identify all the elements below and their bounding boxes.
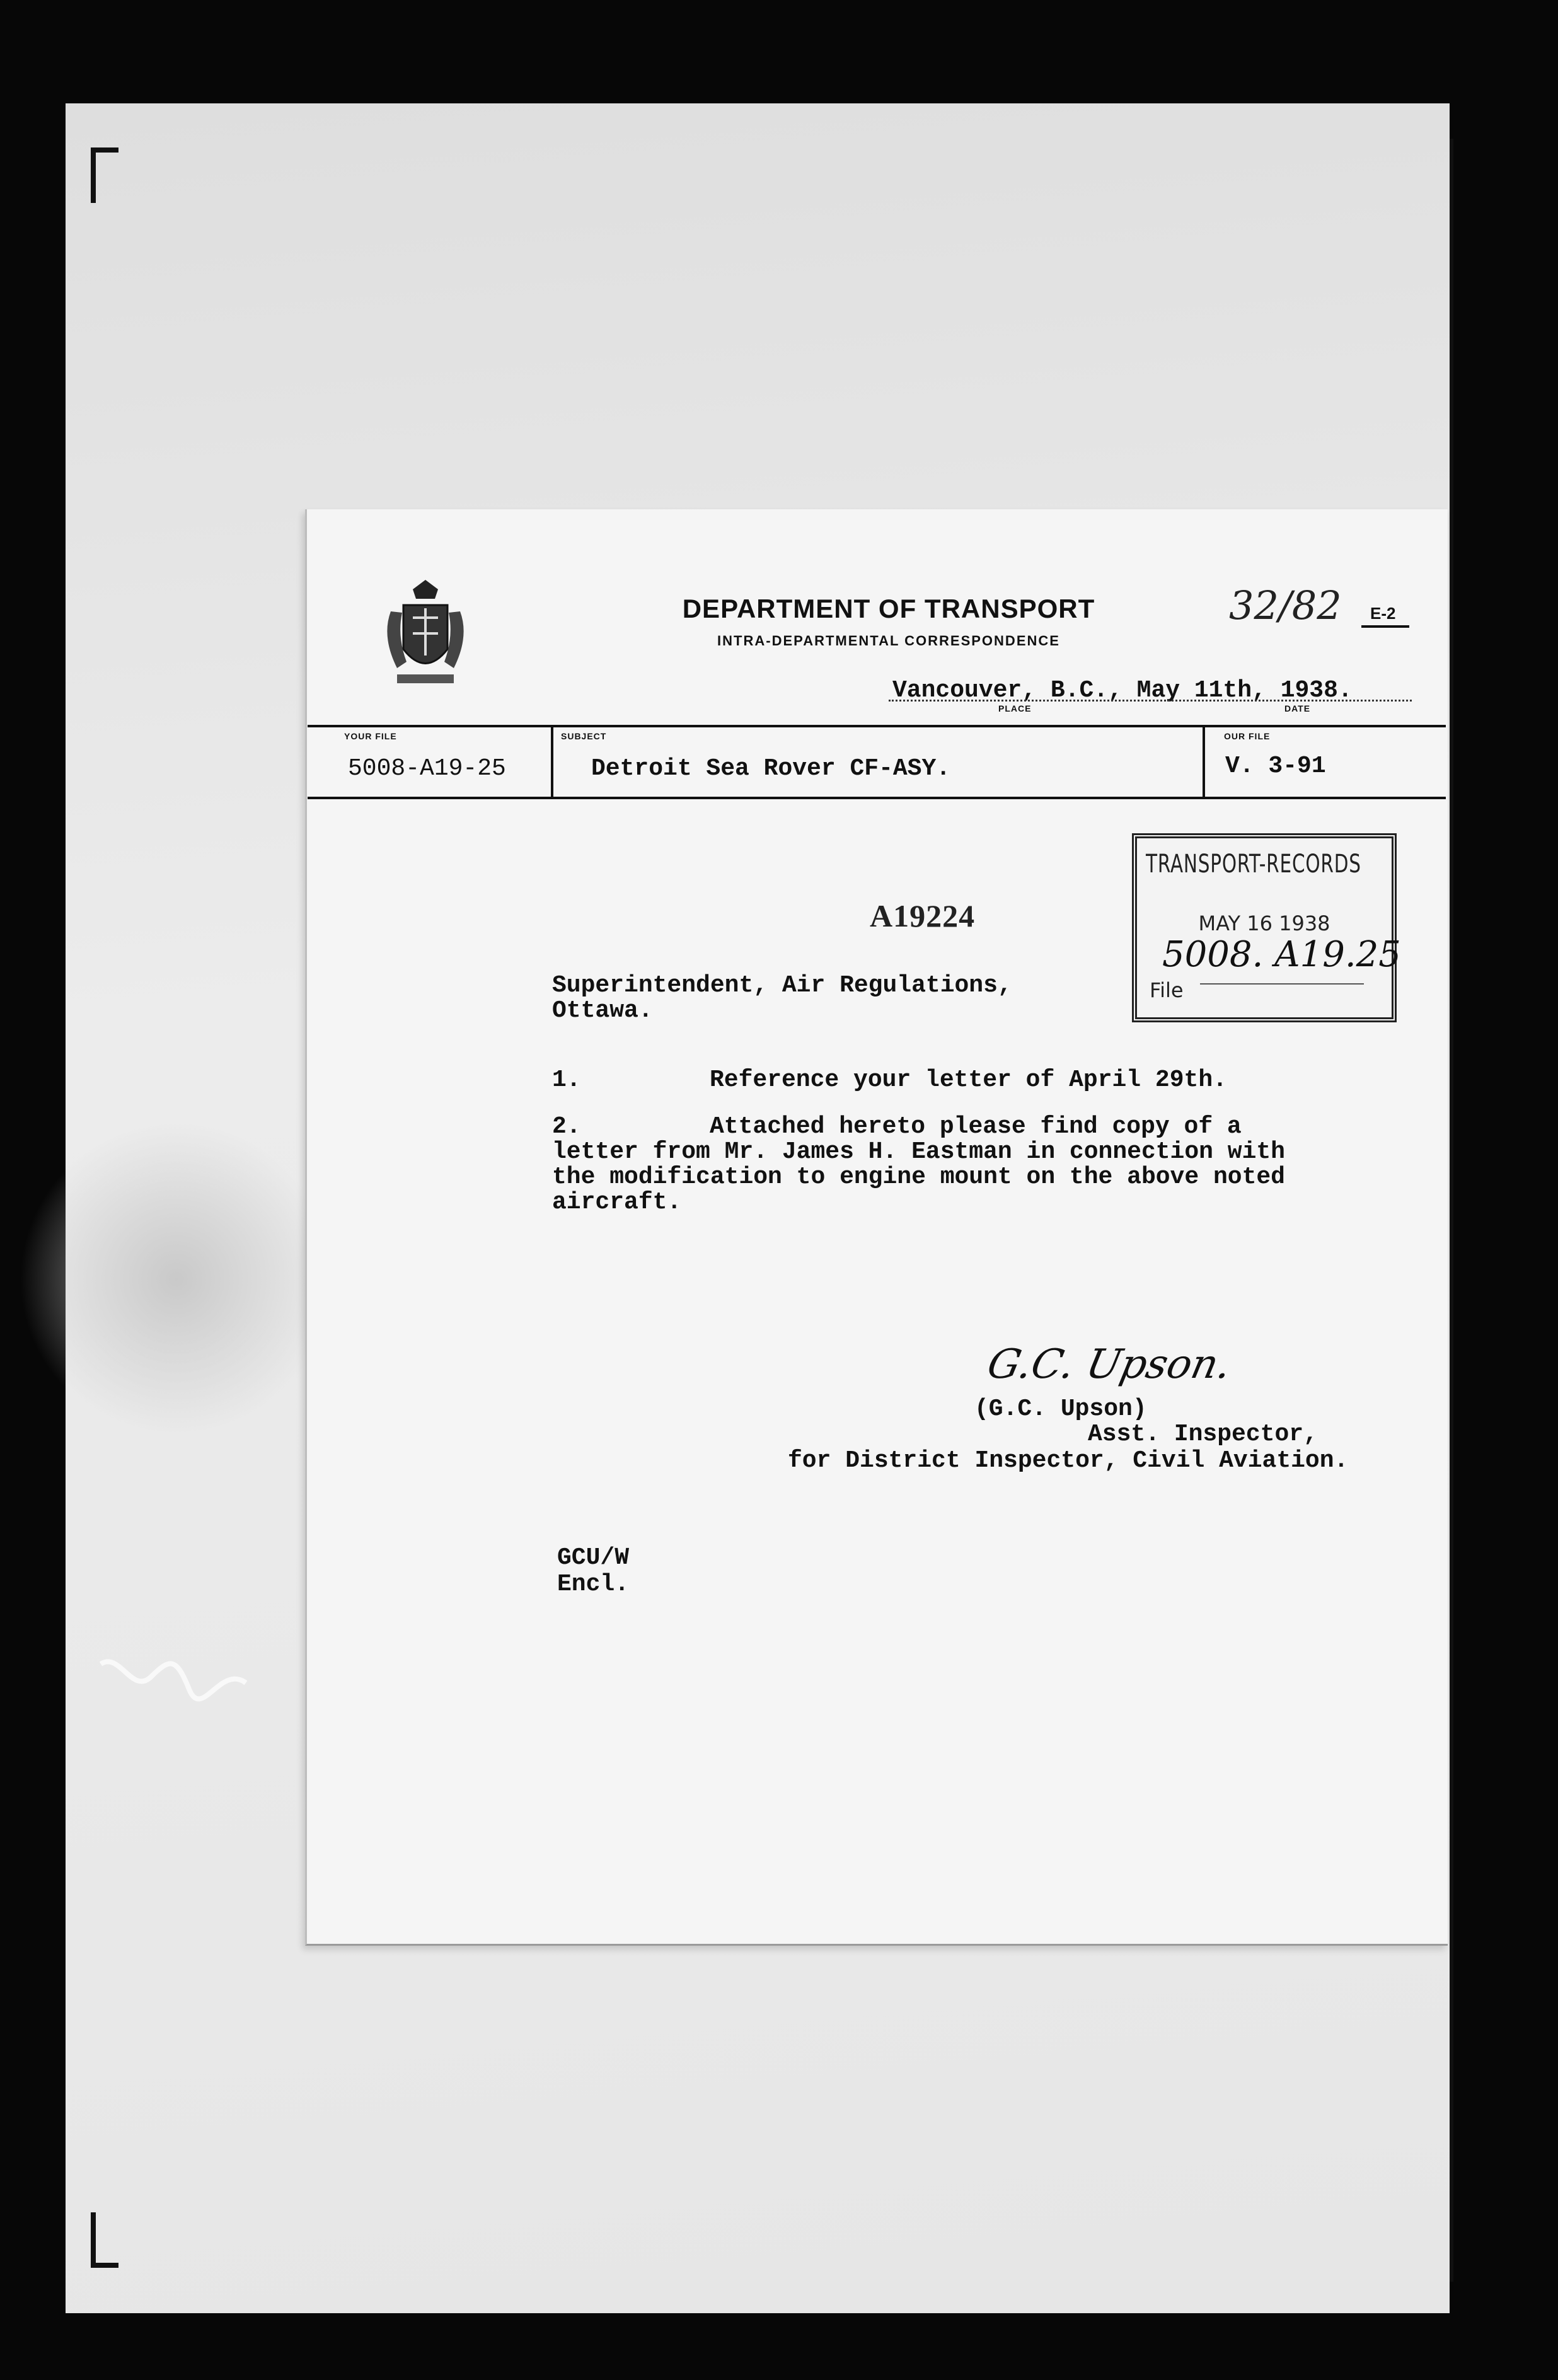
your-file-value: 5008-A19-25 xyxy=(348,755,506,782)
signatory-title: Asst. Inspector, xyxy=(1088,1421,1318,1448)
paragraph-2-line-2: letter from Mr. James H. Eastman in connection with xyxy=(552,1138,1285,1165)
pencil-doodle xyxy=(95,1639,258,1714)
paragraph-2-number: 2. xyxy=(552,1113,581,1140)
subject-label: SUBJECT xyxy=(561,731,607,741)
records-received-stamp xyxy=(1132,833,1401,1022)
place-date-line xyxy=(889,698,1412,702)
correspondence-subtitle: INTRA-DEPARTMENTAL CORRESPONDENCE xyxy=(717,633,1060,649)
file-row-bottom-rule xyxy=(308,797,1446,799)
stamp-file-label: File xyxy=(1150,978,1184,1002)
typist-initials: GCU/W xyxy=(557,1544,630,1571)
stamp-file-number: 5008. A19.25 xyxy=(1162,934,1401,975)
place-label: PLACE xyxy=(998,703,1032,713)
file-row-top-rule xyxy=(308,725,1446,727)
your-file-label: YOUR FILE xyxy=(344,731,397,741)
date-label: DATE xyxy=(1284,703,1311,713)
mount-smudge xyxy=(19,1122,334,1437)
paragraph-1-number: 1. xyxy=(552,1066,581,1094)
file-row-divider-2 xyxy=(1203,725,1205,799)
handwritten-signature: G.C. Upson. xyxy=(983,1341,1236,1388)
form-code-underline xyxy=(1361,625,1409,628)
mount-edge-line xyxy=(1450,139,1453,2282)
addressee-line-1: Superintendent, Air Regulations, xyxy=(552,972,1012,999)
subject-value: Detroit Sea Rover CF-ASY. xyxy=(591,755,951,782)
stamp-file-line xyxy=(1200,983,1364,985)
paragraph-2-line-4: aircraft. xyxy=(552,1189,682,1216)
signatory-for-line: for District Inspector, Civil Aviation. xyxy=(788,1447,1349,1474)
stamp-date: MAY 16 1938 xyxy=(1198,911,1330,935)
our-file-label: OUR FILE xyxy=(1224,731,1271,741)
accession-number: A19224 xyxy=(870,898,976,933)
addressee-line-2: Ottawa. xyxy=(552,997,653,1024)
place-date: Vancouver, B.C., May 11th, 1938. xyxy=(892,677,1353,704)
crop-mark-top-left xyxy=(91,147,118,203)
handwritten-number: 32/82 xyxy=(1229,582,1342,628)
paragraph-2-line-3: the modification to engine mount on the above noted xyxy=(552,1164,1285,1191)
department-title: DEPARTMENT OF TRANSPORT xyxy=(682,594,1095,623)
enclosure-note: Encl. xyxy=(557,1571,630,1598)
file-row-divider-1 xyxy=(551,725,553,799)
coat-of-arms-icon xyxy=(378,574,473,693)
signatory-name: (G.C. Upson) xyxy=(974,1395,1147,1423)
paragraph-1-text: Reference your letter of April 29th. xyxy=(710,1066,1227,1094)
crop-mark-bottom-left xyxy=(91,2212,118,2268)
stamp-header: TRANSPORT-RECORDS xyxy=(1146,850,1361,879)
paragraph-2-line-1: Attached hereto please find copy of a xyxy=(710,1113,1242,1140)
form-code: E-2 xyxy=(1370,604,1396,623)
our-file-value: V. 3-91 xyxy=(1225,753,1326,780)
